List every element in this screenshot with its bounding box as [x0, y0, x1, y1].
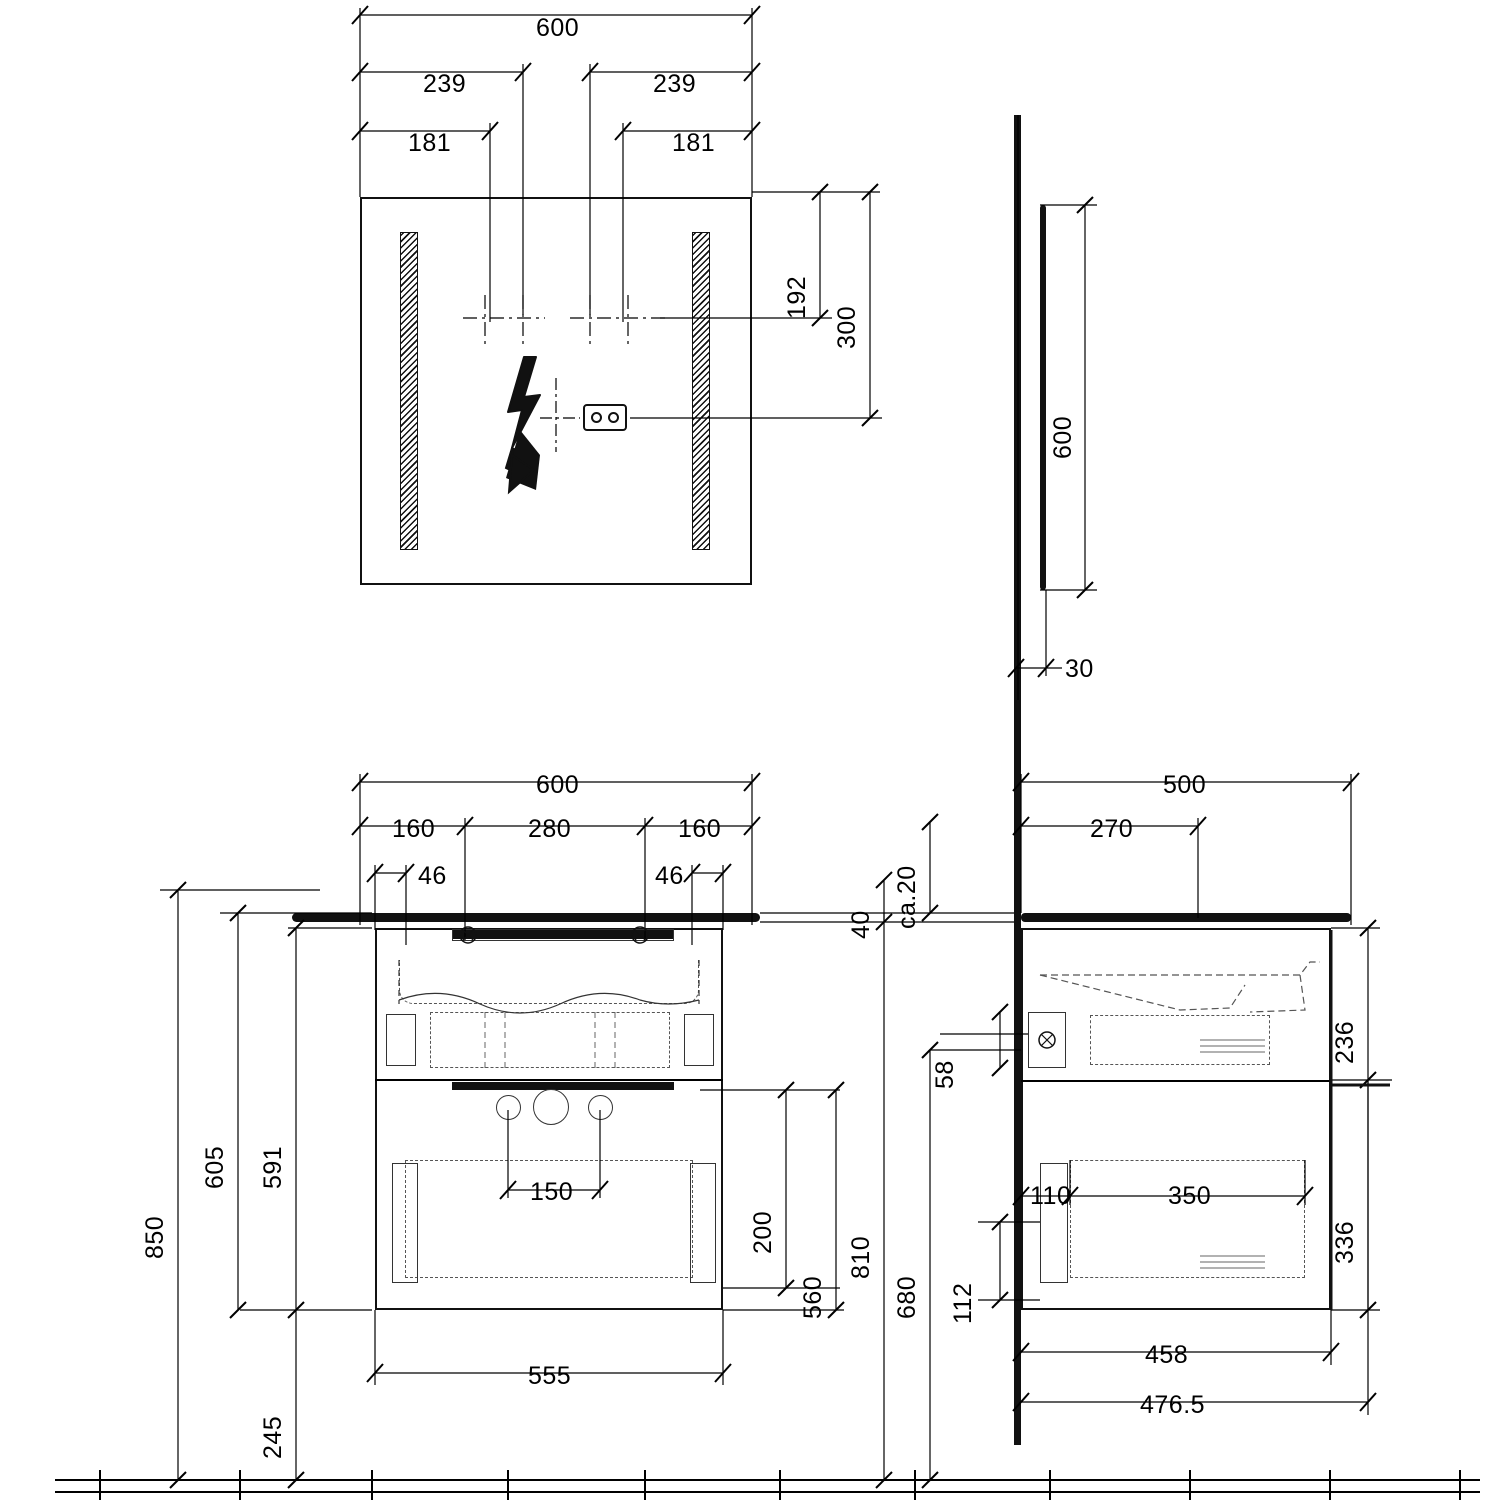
- vanity-bracket-upper-right: [684, 1014, 714, 1066]
- siphon-circle-right: [588, 1095, 613, 1120]
- dim-side-runner-length: 350: [1168, 1182, 1212, 1210]
- dim-mirror-left-181: 181: [408, 129, 452, 157]
- dim-mirror-right-181: 181: [672, 129, 716, 157]
- dim-mirror-width: 600: [536, 14, 580, 42]
- siphon-circle-left: [496, 1095, 521, 1120]
- vanity-side-upper-drawer: [1090, 1015, 1270, 1065]
- vanity-basin-outline: [399, 960, 699, 1004]
- vanity-upper-drawer-rail-outline: [452, 929, 674, 941]
- dim-side-lower-drawer-h: 336: [1331, 1220, 1359, 1264]
- dim-vanity-drawer-lower-h: 560: [799, 1275, 827, 1319]
- dim-side-overall-depth: 476.5: [1140, 1391, 1206, 1419]
- dim-vanity-height-605: 605: [201, 1145, 229, 1189]
- socket-hole-right: [608, 412, 619, 423]
- vanity-countertop: [292, 913, 760, 922]
- vanity-side-lower-drawer: [1070, 1160, 1305, 1278]
- dim-vanity-base-gap: 245: [259, 1415, 287, 1459]
- dim-top-thickness: 40: [847, 910, 875, 939]
- socket-hole-left: [591, 412, 602, 423]
- siphon-circle-center: [533, 1089, 569, 1125]
- dim-mirror-socket-height: 300: [833, 305, 861, 349]
- dim-vanity-drawer-front-h: 200: [749, 1210, 777, 1254]
- dim-side-bracket-offset: 112: [949, 1282, 977, 1324]
- dim-mirror-led-height: 192: [783, 275, 811, 319]
- dim-side-body-depth: 458: [1145, 1341, 1189, 1369]
- socket-symbol: [583, 404, 627, 431]
- vanity-bracket-upper-left: [386, 1014, 416, 1066]
- dim-side-depth: 500: [1163, 771, 1207, 799]
- vanity-side-wall: [1014, 115, 1021, 1445]
- vanity-drawer-divider: [375, 1079, 723, 1081]
- dim-side-top-offset: 270: [1090, 815, 1134, 843]
- vanity-lower-drawer-rail: [452, 1082, 674, 1090]
- dim-side-upper-drawer-h: 236: [1331, 1020, 1359, 1064]
- dim-vanity-width: 600: [536, 771, 580, 799]
- dim-mirror-right-239: 239: [653, 70, 697, 98]
- dim-wall-height: 810: [847, 1235, 875, 1279]
- vanity-side-lower-bracket: [1040, 1163, 1068, 1283]
- vanity-side-countertop: [1021, 913, 1351, 922]
- dim-mirror-side-depth: 30: [1065, 655, 1094, 683]
- mirror-led-strip-left: [400, 232, 418, 550]
- vanity-bracket-lower-left: [392, 1163, 418, 1283]
- dim-vanity-seg-right: 160: [678, 815, 722, 843]
- dim-side-bracket-height: 58: [931, 1060, 959, 1089]
- dim-mirror-side-height: 600: [1049, 415, 1077, 459]
- dim-vanity-rail-right: 46: [655, 862, 684, 890]
- mirror-side-glass: [1040, 205, 1046, 590]
- dim-side-inner-offset: 110: [1030, 1182, 1072, 1210]
- dim-mirror-left-239: 239: [423, 70, 467, 98]
- dim-vanity-seg-left: 160: [392, 815, 436, 843]
- dim-vanity-seg-center: 280: [528, 815, 572, 843]
- vanity-side-drawer-divider: [1021, 1080, 1331, 1082]
- mirror-led-strip-right: [692, 232, 710, 550]
- vanity-bracket-lower-right: [690, 1163, 716, 1283]
- dim-vanity-rail-left: 46: [418, 862, 447, 890]
- dim-vanity-body-width: 555: [528, 1362, 572, 1390]
- dim-vanity-total-height: 850: [141, 1215, 169, 1259]
- vanity-side-wall-bracket: [1028, 1012, 1066, 1068]
- dim-vanity-height-591: 591: [259, 1145, 287, 1189]
- vanity-upper-drawer-box: [430, 1012, 670, 1068]
- dim-unit-height: 680: [893, 1275, 921, 1319]
- dim-approx-gap: ca.20: [893, 865, 921, 929]
- dim-vanity-siphon-width: 150: [530, 1178, 574, 1206]
